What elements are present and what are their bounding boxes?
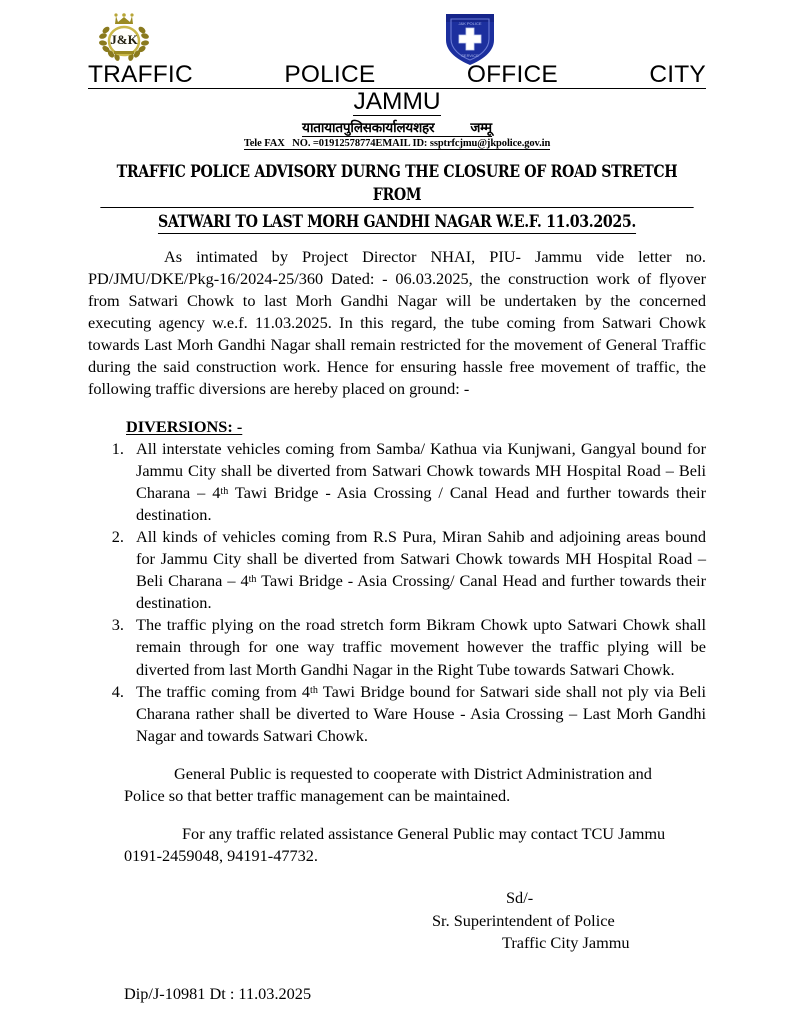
- diversion-2-text-a: All kinds of vehicles coming from R.S Pura, Miran Sahib and adjoining areas bound for Jammu City shall be diverted from Satwari Chowk towards MH Hospital Road – Beli Charana – 4: [136, 527, 706, 591]
- signature-designation: Sr. Superintendent of Police: [432, 910, 615, 930]
- svg-text:J&K: J&K: [110, 32, 138, 47]
- diversion-1-superscript: th: [220, 485, 229, 497]
- masthead-word-jammu: JAMMU: [353, 87, 441, 115]
- list-item: [128, 438, 706, 526]
- masthead-word-office: OFFICE: [466, 61, 558, 88]
- diversion-2-text-b: Tawi Bridge - Asia Crossing/ Canal Head and further towards their destination.: [136, 571, 706, 613]
- masthead-contact-line: [88, 138, 706, 149]
- svg-text:J&K POLICE: J&K POLICE: [458, 21, 482, 26]
- signature-sd: Sd/-: [506, 888, 534, 908]
- contact-paragraph: For any traffic related assistance General Public may contact TCU Jammu 0191-2459048, 94191-47732.: [124, 824, 666, 866]
- diversions-list: [88, 438, 706, 747]
- diversion-4-text-a: The traffic coming from 4: [136, 681, 311, 701]
- masthead-line-1: [88, 62, 706, 87]
- hindi-office-name: यातायातपुलिसकार्यालयशहर जम्मू: [302, 119, 492, 136]
- diversion-4-text-b: Tawi Bridge bound for Satwari side shall not ply via Beli Charana rather shall be diverted to Ware House - Asia Crossing – Last Morh Gandhi Nagar and towards Satwari Chowk.: [136, 681, 706, 745]
- masthead-line-2: [88, 88, 706, 116]
- masthead: [88, 62, 706, 89]
- diversion-2-superscript: th: [248, 573, 257, 585]
- advisory-title-line-2: SATWARI TO LAST MORH GANDHI NAGAR W.E.F. 11.03.2025.: [158, 210, 636, 234]
- signature-office: Traffic City Jammu: [502, 932, 630, 952]
- intro-paragraph: As intimated by Project Director NHAI, PIU- Jammu vide letter no. PD/JMU/DKE/Pkg-16/2024-25/360 Dated: - 06.03.2025, the construction work of flyover from Satwari Chowk to last Morh Gandhi Nagar will be undertaken by the concerned executing agency w.e.f. 11.03.2025. In this regard, the tube coming from Satwari Chowk towards Last Morh Gandhi Nagar shall remain restricted for the movement of General Traffic during the said construction work. Hence for ensuring hassle free movement of traffic, the following traffic diversions are hereby placed on ground: -: [88, 246, 706, 399]
- diversions-heading: DIVERSIONS: -: [126, 416, 243, 436]
- telefax-email-text: Tele FAX NO. =01912578774EMAIL ID: ssptrfcjmu@jkpolice.gov.in: [243, 137, 551, 149]
- dip-reference-line: Dip/J-10981 Dt : 11.03.2025: [124, 983, 312, 1003]
- document-content: [88, 0, 706, 1004]
- advisory-title-line-1: TRAFFIC POLICE ADVISORY DURNG THE CLOSURE OF ROAD STRETCH FROM: [100, 160, 693, 208]
- list-item: [128, 526, 706, 614]
- diversion-3-text-a: The traffic plying on the road stretch form Bikram Chowk upto Satwari Chowk shall remain through for one way traffic movement however the traffic plying will be diverted from last Morth Gandhi Nagar in the Right Tube towards Satwari Chowk.: [136, 615, 706, 679]
- list-item: [128, 614, 706, 680]
- diversion-1-text-a: All interstate vehicles coming from Samba/ Kathua via Kunjwani, Gangyal bound for Jammu City shall be diverted from Satwari Chowk towards MH Hospital Road – Beli Charana – 4: [136, 438, 706, 502]
- advisory-title: [100, 160, 693, 234]
- jammu-kashmir-police-badge-icon: [442, 10, 498, 68]
- signature-block: [424, 887, 706, 953]
- closing-paragraph: General Public is requested to cooperate with District Administration and Police so that better traffic management can be maintained.: [124, 763, 652, 805]
- jammu-kashmir-state-emblem-icon: [94, 10, 154, 64]
- svg-text:SERVICE: SERVICE: [461, 53, 479, 58]
- diversion-1-text-b: Tawi Bridge - Asia Crossing / Canal Head and further towards their destination.: [136, 482, 707, 524]
- masthead-word-traffic: TRAFFIC: [88, 61, 193, 88]
- list-item: [128, 681, 706, 747]
- masthead-word-city: CITY: [649, 61, 706, 88]
- masthead-word-police: POLICE: [284, 61, 376, 88]
- emblem-row: [88, 0, 706, 62]
- diversion-4-superscript: th: [310, 684, 318, 696]
- masthead-hindi-text: [88, 118, 706, 136]
